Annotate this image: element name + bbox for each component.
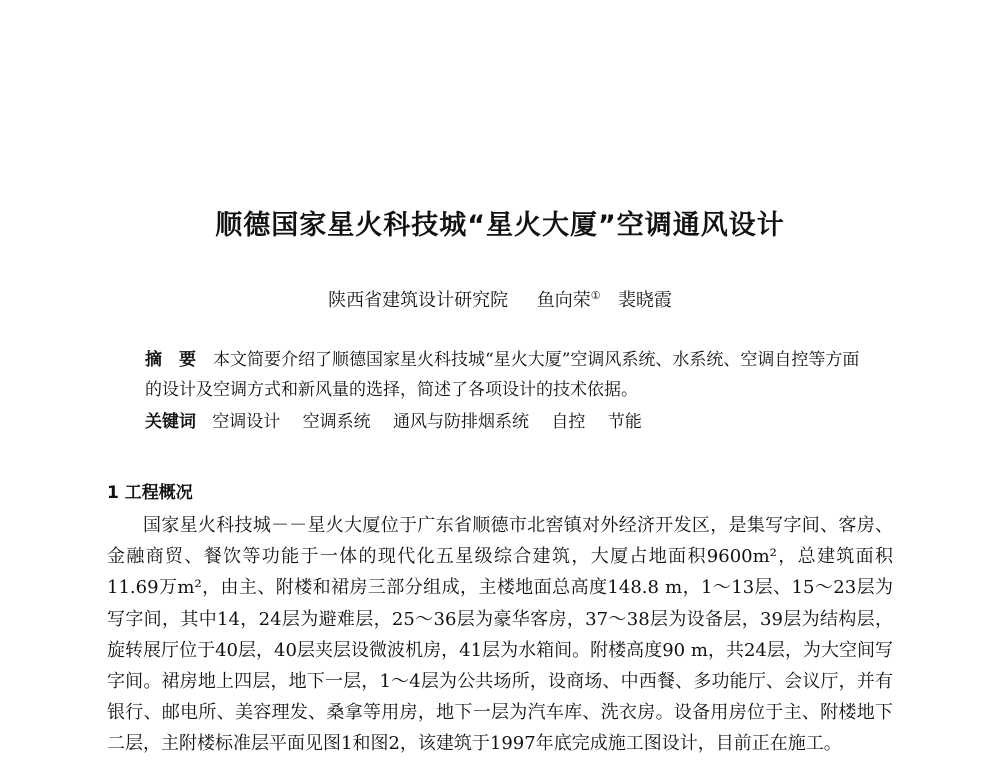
abstract bbox=[145, 345, 870, 405]
keywords bbox=[145, 407, 870, 432]
abstract-label: 摘 要 bbox=[145, 350, 196, 370]
author-name: 裴晓霞 bbox=[617, 290, 672, 311]
abstract-text: 本文简要介绍了顺德国家星火科技城“星火大厦”空调风系统、水系统、空调自控等方面的设计及空调方式和新风量的选择，简述了各项设计的技术依据。 bbox=[145, 350, 860, 400]
author-name: 鱼向荣 bbox=[536, 290, 591, 311]
author-line bbox=[0, 286, 1000, 312]
keywords-label: 关键词 bbox=[145, 412, 196, 432]
keywords-list: 空调设计 空调系统 通风与防排烟系统 自控 节能 bbox=[212, 412, 642, 432]
body-paragraph: 国家星火科技城－－星火大厦位于广东省顺德市北窖镇对外经济开发区，是集写字间、客房、金融商贸、餐饮等功能于一体的现代化五星级综合建筑，大厦占地面积9600m²，总建筑面积11.69万m²，由主、附楼和裙房三部分组成，主楼地面总高度148.8 m，1～13层、15～23层为写字间，其中14，24层为避难层，25～36层为豪华客房，37～38层为设备层，39层为结构层，旋转展厅位于40层，40层夹层设微波机房，41层为水箱间。附楼高度90 m，共24层，为大空间写字间。裙房地上四层，地下一层，1～4层为公共场所，设商场、中西餐、多功能厅、会议厅，并有银行、邮电所、美容理发、桑拿等用房，地下一层为汽车库、洗衣房。设备用房位于主、附楼地下二层，主附楼标准层平面见图1和图2，该建筑于1997年底完成施工图设计，目前正在施工。 bbox=[107, 515, 893, 755]
section-heading: 1 工程概况 bbox=[107, 483, 193, 503]
affiliation: 陕西省建筑设计研究院 bbox=[328, 290, 509, 311]
footnote-mark: ① bbox=[590, 289, 601, 302]
section-body bbox=[107, 510, 893, 760]
paper-title: 顺德国家星火科技城“星火大厦”空调通风设计 bbox=[215, 210, 785, 241]
